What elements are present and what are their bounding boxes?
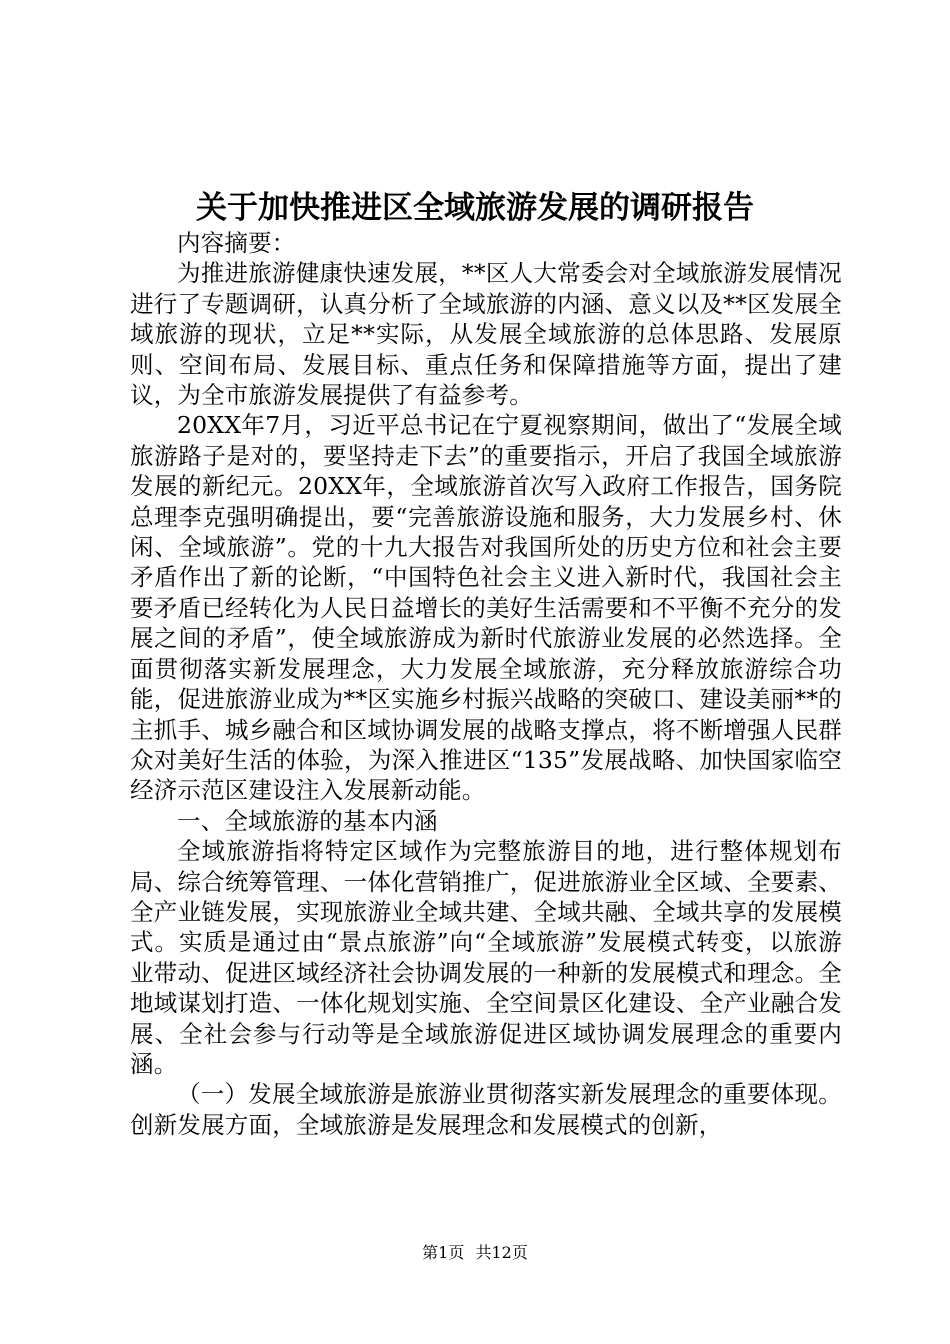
page-number: 第1页 xyxy=(422,1243,465,1262)
subsection-paragraph: （一）发展全域旅游是旅游业贯彻落实新发展理念的重要体现。创新发展方面，全域旅游是发展理念和发展模式的创新， xyxy=(130,1080,842,1139)
page-total: 共12页 xyxy=(475,1243,528,1262)
abstract-label: 内容摘要： xyxy=(177,229,296,257)
section-paragraph: 全域旅游指将特定区域作为完整旅游目的地，进行整体规划布局、综合统筹管理、一体化营销推广，促进旅游业全区域、全要素、全产业链发展，实现旅游业全域共建、全域共融、全域共享的发展模式。实质是通过由“景点旅游”向“全域旅游”发展模式转变，以旅游业带动、促进区域经济社会协调发展的一种新的发展模式和理念。全地域谋划打造、一体化规划实施、全空间景区化建设、全产业融合发展、全社会参与行动等是全域旅游促进区域协调发展理念的重要内涵。 xyxy=(130,837,842,1078)
intro-paragraph: 20XX年7月，习近平总书记在宁夏视察期间，做出了“发展全域旅游路子是对的，要坚持走下去”的重要指示，开启了我国全域旅游发展的新纪元。20XX年，全域旅游首次写入政府工作报告，国务院总理李克强明确提出，要“完善旅游设施和服务，大力发展乡村、休闲、全域旅游”。党的十九大报告对我国所处的历史方位和社会主要矛盾作出了新的论断，“中国特色社会主义进入新时代，我国社会主要矛盾已经转化为人民日益增长的美好生活需要和不平衡不充分的发展之间的矛盾”，使全域旅游成为新时代旅游业发展的必然选择。全面贯彻落实新发展理念，大力发展全域旅游，充分释放旅游综合功能，促进旅游业成为**区实施乡村振兴战略的突破口、建设美丽**的主抓手、城乡融合和区域协调发展的战略支撑点，将不断增强人民群众对美好生活的体验，为深入推进区“135”发展战略、加快国家临空经济示范区建设注入发展新动能。 xyxy=(130,411,842,805)
page-footer xyxy=(0,1243,950,1263)
section-heading: 一、全域旅游的基本内涵 xyxy=(177,806,438,835)
document-title: 关于加快推进区全域旅游发展的调研报告 xyxy=(196,190,754,226)
document-body xyxy=(130,228,842,1140)
abstract-paragraph: 为推进旅游健康快速发展，**区人大常委会对全域旅游发展情况进行了专题调研，认真分析了全域旅游的内涵、意义以及**区发展全域旅游的现状，立足**实际，从发展全域旅游的总体思路、发展原则、空间布局、发展目标、重点任务和保障措施等方面，提出了建议，为全市旅游发展提供了有益参考。 xyxy=(130,259,842,410)
